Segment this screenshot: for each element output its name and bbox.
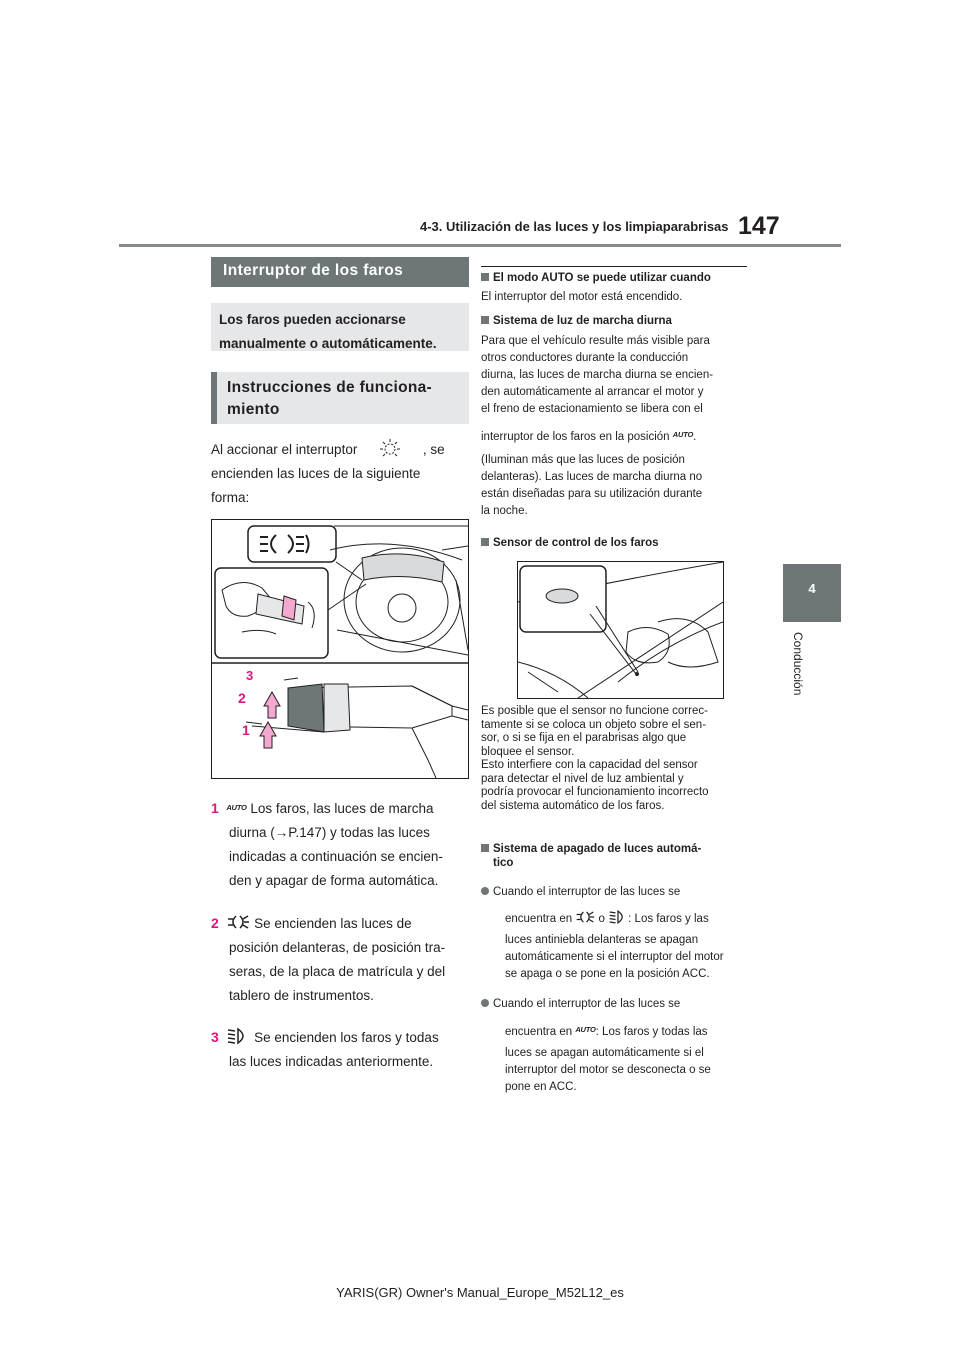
square-bullet-icon	[481, 538, 489, 546]
page-number: 147	[738, 212, 780, 240]
item-number: 1	[211, 800, 219, 816]
square-bullet-icon	[481, 316, 489, 324]
item-3: 3 Se encienden los faros y todas las luces indicadas anteriormente.	[211, 1029, 439, 1069]
auto-mode-note: El modo AUTO se puede utilizar cuando El interruptor del motor está encendido.	[481, 272, 711, 303]
headlight-icon	[608, 909, 628, 925]
sensor-note: Es posible que el sensor no funcione correc- tamente si se coloca un objeto sobre el sen- sor, o si se fija en el parabrisas algo que bloquee el sensor. Esto interfiere con la capacidad del sensor para detectar el nivel de luz ambiental y podría provocar el funcionamiento incorrecto del sistema automático de los faros.	[481, 705, 709, 812]
header-rule	[119, 244, 841, 247]
figure-label-2: 2	[238, 690, 246, 706]
figure-label-3: 3	[246, 668, 254, 683]
footer-text: YARIS(GR) Owner's Manual_Europe_M52L12_es	[336, 1285, 624, 1300]
chapter-tab[interactable]: 4	[783, 564, 841, 622]
auto-icon: AUTO	[575, 1025, 596, 1034]
subsection-title: Instrucciones de funciona- miento	[211, 372, 469, 424]
item-number: 3	[211, 1029, 219, 1045]
dot-bullet-icon	[481, 887, 489, 895]
chapter-tab-label: Conducción	[791, 632, 805, 696]
position-light-icon	[226, 914, 250, 930]
figure-label-1: 1	[242, 722, 250, 738]
sensor-title: Sensor de control de los faros	[481, 535, 747, 552]
light-switch-figure	[211, 519, 469, 779]
auto-icon: AUTO	[226, 803, 247, 812]
light-switch-illustration	[212, 520, 468, 778]
square-bullet-icon	[481, 844, 489, 852]
square-bullet-icon	[481, 273, 489, 281]
auto-off-bullet-1: Cuando el interruptor de las luces se encuentra en o : Los faros y las luces antiniebla delanteras se apagan automáticamente si el interruptor del motor se apaga o se pone en la posición ACC.	[481, 884, 747, 983]
item-2: 2 Se encienden las luces de posición delanteras, de posición tra- seras, de la placa de matrícula y del tablero de instrumentos.	[211, 915, 446, 1003]
auto-off-title: Sistema de apagado de luces automá- tico	[481, 843, 747, 870]
sensor-illustration	[518, 562, 723, 698]
item-1: 1 $^{AUTO}$ Los faros, las luces de marcha diurna (→P.147) y todas las luces indicadas a continuación se encien- den y apagar de forma automática.	[211, 800, 443, 888]
auto-icon: AUTO	[672, 430, 694, 439]
column-rule	[481, 266, 747, 267]
section-heading: 4-3. Utilización de las luces y los limpiaparabrisas	[420, 219, 729, 234]
drl-note: Sistema de luz de marcha diurna Para que el vehículo resulte más visible para otros conductores durante la conducción diurna, las luces de marcha diurna se encien- den automáticamente al arrancar el motor y el freno de estacionamiento se libera con el interruptor de los faros en la posición $^{AUTO}$. (Iluminan más que las luces de posición delanteras). Las luces de marcha diurna no están diseñadas para su utilización durante la noche.	[481, 315, 714, 517]
dot-bullet-icon	[481, 999, 489, 1007]
headlight-icon	[226, 1027, 250, 1045]
sensor-figure	[517, 561, 724, 699]
intro-box: Los faros pueden accionarse manualmente o automáticamente.	[211, 303, 469, 351]
position-light-icon	[575, 910, 595, 924]
section-title: Interruptor de los faros	[211, 257, 469, 287]
operation-paragraph: Al accionar el interruptor , se encienden las luces de la siguiente forma:	[211, 438, 469, 510]
item-number: 2	[211, 915, 219, 931]
auto-off-bullet-2: Cuando el interruptor de las luces se encuentra en $^{AUTO}$: Los faros y todas las luces se apagan automáticamente si el interruptor del motor se desconecta o se pone en ACC.	[481, 996, 747, 1096]
light-switch-icon	[367, 438, 413, 458]
